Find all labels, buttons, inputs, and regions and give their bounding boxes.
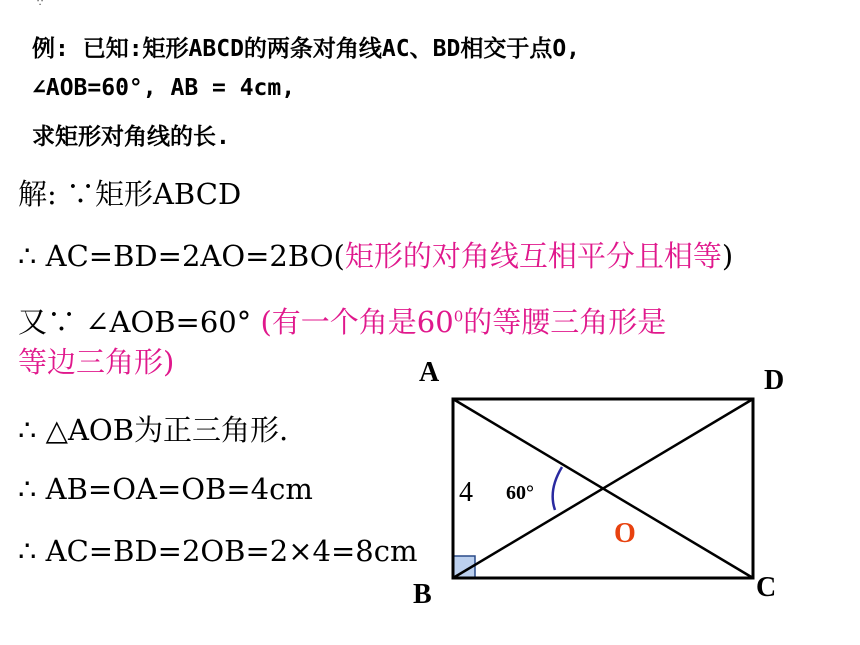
step-3-superscript: 0 [453, 307, 464, 326]
step-3-reason-b: 的等腰三角形是 [463, 305, 667, 339]
side-length-label: 4 [459, 477, 473, 508]
label-a: A [419, 357, 440, 388]
solution-step-6: ∴ AC=BD=2OB=2×4=8cm [18, 534, 418, 568]
problem-line-3: 求矩形对角线的长. [32, 124, 230, 150]
top-mark: ∵ [37, 0, 44, 9]
step-2-close: ) [721, 239, 734, 273]
solution-step-1: 解: ∵矩形ABCD [18, 177, 242, 211]
label-o: O [614, 518, 636, 549]
step-2-main: ∴ AC=BD=2AO=2BO( [18, 239, 345, 273]
angle-arc [553, 467, 562, 510]
problem-line-2: ∠AOB=60°, AB = 4cm, [32, 75, 296, 101]
step-3-reason-a: (有一个角是60 [260, 305, 454, 339]
solution-step-3-continued: 等边三角形) [18, 345, 175, 379]
solution-step-4: ∴ △AOB为正三角形. [18, 413, 289, 447]
angle-label: 60° [506, 482, 534, 504]
solution-step-5: ∴ AB=OA=OB=4cm [18, 472, 313, 506]
label-c: C [756, 572, 777, 603]
label-d: D [764, 365, 785, 396]
step-2-reason: 矩形的对角线互相平分且相等 [344, 239, 722, 273]
step-3-main: 又∵ ∠AOB=60° [18, 305, 252, 339]
label-b: B [413, 579, 432, 610]
problem-line-1: 例: 已知:矩形ABCD的两条对角线AC、BD相交于点O, [32, 36, 581, 62]
